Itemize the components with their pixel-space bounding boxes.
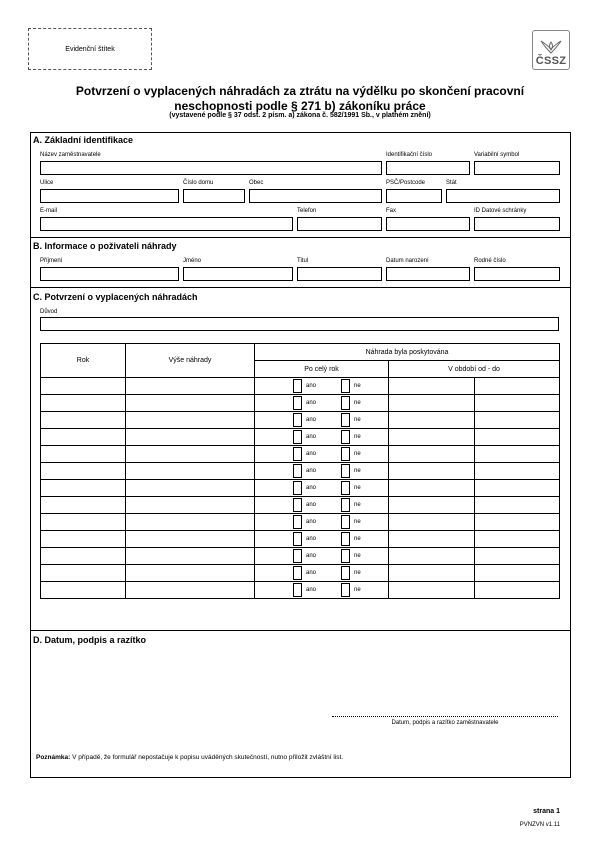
cell-vyse[interactable] [126,497,255,514]
ne-label: ne [354,468,361,474]
cell-od[interactable] [389,548,475,565]
ano-label: ano [306,383,317,389]
ne-checkbox[interactable] [341,532,350,546]
header-obdobi: V období od - do [389,361,560,378]
ne-checkbox[interactable] [341,447,350,461]
nahrady-table [40,343,560,599]
cell-od[interactable] [389,582,475,599]
label-titul: Titul [297,258,309,264]
section-a-title: A. Základní identifikace [33,135,134,145]
ano-label: ano [306,451,317,457]
signature-line [332,716,558,717]
ne-checkbox[interactable] [341,583,350,597]
cell-do[interactable] [475,565,560,582]
label-datum-narozeni: Datum narození [386,258,429,264]
ne-label: ne [354,519,361,525]
cell-po-cely-rok [255,446,389,463]
cell-rok[interactable] [41,378,126,395]
ne-label: ne [354,570,361,576]
cell-do[interactable] [475,378,560,395]
note-text: V případě, že formulář nepostačuje k popisu uváděných skutečností, nutno přiložit zvláštní list. [70,754,344,761]
cell-rok[interactable] [41,514,126,531]
table-row [41,429,560,446]
label-prijmeni: Příjmení [40,258,63,264]
table-row [41,514,560,531]
ano-checkbox[interactable] [293,481,302,495]
table-row [41,463,560,480]
ulice-field[interactable] [40,189,179,203]
ne-label: ne [354,400,361,406]
datum-narozeni-field[interactable] [386,267,470,281]
cell-do[interactable] [475,531,560,548]
prijmeni-field[interactable] [40,267,179,281]
ico-field[interactable] [386,161,470,175]
cell-po-cely-rok [255,565,389,582]
table-row [41,480,560,497]
ne-checkbox[interactable] [341,430,350,444]
cell-vyse[interactable] [126,582,255,599]
label-jmeno: Jméno [183,258,202,264]
label-cislo-domu: Číslo domu [183,180,214,186]
table-row [41,497,560,514]
cell-do[interactable] [475,395,560,412]
table-row [41,582,560,599]
vs-field[interactable] [474,161,560,175]
ano-label: ano [306,417,317,423]
ano-label: ano [306,570,317,576]
cislo-domu-field[interactable] [183,189,245,203]
cell-vyse[interactable] [126,446,255,463]
ne-label: ne [354,383,361,389]
cell-rok[interactable] [41,395,126,412]
cell-po-cely-rok [255,531,389,548]
cell-od[interactable] [389,480,475,497]
ano-label: ano [306,502,317,508]
ano-checkbox[interactable] [293,498,302,512]
duvod-field[interactable] [40,317,559,331]
cell-po-cely-rok [255,463,389,480]
ne-checkbox[interactable] [341,396,350,410]
cell-do[interactable] [475,412,560,429]
cell-vyse[interactable] [126,531,255,548]
ne-checkbox[interactable] [341,549,350,563]
label-telefon: Telefon [297,208,317,214]
ne-checkbox[interactable] [341,481,350,495]
cell-od[interactable] [389,446,475,463]
cell-po-cely-rok [255,378,389,395]
ne-label: ne [354,587,361,593]
cell-od[interactable] [389,514,475,531]
cell-rok[interactable] [41,582,126,599]
email-field[interactable] [40,217,293,231]
table-row [41,446,560,463]
cell-od[interactable] [389,531,475,548]
label-rodne-cislo: Rodné číslo [474,258,506,264]
cell-po-cely-rok [255,514,389,531]
table-row [41,531,560,548]
cell-do[interactable] [475,497,560,514]
cell-rok[interactable] [41,480,126,497]
cell-od[interactable] [389,378,475,395]
psc-field[interactable] [386,189,442,203]
header-vyse: Výše náhrady [126,344,255,378]
ano-checkbox[interactable] [293,447,302,461]
telefon-field[interactable] [297,217,382,231]
ne-checkbox[interactable] [341,464,350,478]
cell-po-cely-rok [255,395,389,412]
obec-field[interactable] [249,189,382,203]
cell-rok[interactable] [41,446,126,463]
cell-rok[interactable] [41,463,126,480]
ano-label: ano [306,434,317,440]
title-line-1: Potvrzení o vyplacených náhradách za ztrátu na výdělku po skončení pracovní [75,84,525,98]
form-title [40,84,560,114]
section-b-title: B. Informace o poživateli náhrady [33,241,177,251]
ne-checkbox[interactable] [341,515,350,529]
cell-od[interactable] [389,565,475,582]
cell-po-cely-rok [255,429,389,446]
cell-vyse[interactable] [126,514,255,531]
cell-vyse[interactable] [126,429,255,446]
label-fax: Fax [386,208,397,214]
ano-checkbox[interactable] [293,396,302,410]
ne-label: ne [354,536,361,542]
jmeno-field[interactable] [183,267,293,281]
header-rok: Rok [41,344,126,378]
datova-schranka-field[interactable] [474,217,560,231]
label-ico: Identifikační číslo [386,152,433,158]
ne-checkbox[interactable] [341,379,350,393]
cell-rok[interactable] [41,548,126,565]
table-row [41,548,560,565]
ano-label: ano [306,468,317,474]
ne-checkbox[interactable] [341,498,350,512]
label-nazev: Název zaměstnavatele [40,152,101,158]
cell-od[interactable] [389,395,475,412]
cell-vyse[interactable] [126,395,255,412]
cell-vyse[interactable] [126,463,255,480]
label-psc: PSČ/Postcode [386,180,426,186]
stat-field[interactable] [446,189,560,203]
label-stat: Stát [446,180,457,186]
cell-po-cely-rok [255,497,389,514]
ano-checkbox[interactable] [293,464,302,478]
ne-label: ne [354,553,361,559]
cell-rok[interactable] [41,412,126,429]
header-poskytovana: Náhrada byla poskytována [255,344,560,361]
ne-label: ne [354,502,361,508]
ano-checkbox[interactable] [293,532,302,546]
section-c-title: C. Potvrzení o vyplacených náhradách [33,292,198,302]
fax-field[interactable] [386,217,470,231]
table-body [41,378,560,599]
cell-do[interactable] [475,480,560,497]
cell-rok[interactable] [41,497,126,514]
nazev-field[interactable] [40,161,382,175]
ano-label: ano [306,400,317,406]
label-email: E-mail [40,208,58,214]
ne-label: ne [354,417,361,423]
ano-checkbox[interactable] [293,413,302,427]
divider-c-d [30,630,571,631]
cell-do[interactable] [475,514,560,531]
note [36,754,343,761]
ano-checkbox[interactable] [293,430,302,444]
ne-label: ne [354,485,361,491]
cell-vyse[interactable] [126,412,255,429]
table-row [41,395,560,412]
divider-b-c [30,287,571,288]
ano-checkbox[interactable] [293,379,302,393]
ne-label: ne [354,451,361,457]
cell-od[interactable] [389,463,475,480]
label-ulice: Ulice [40,180,54,186]
note-bold: Poznámka: [36,754,71,761]
ano-checkbox[interactable] [293,566,302,580]
label-obec: Obec [249,180,264,186]
label-datova-schranka: ID Datové schránky [474,208,527,214]
ne-checkbox[interactable] [341,566,350,580]
title-line-2: neschopnosti podle § 271 b) zákoníku práce [174,99,426,113]
rodne-cislo-field[interactable] [474,267,560,281]
cell-rok[interactable] [41,565,126,582]
logo-text: ČSSZ [535,55,567,67]
cssz-logo [532,30,570,70]
cssz-logo-icon [538,39,564,55]
cell-vyse[interactable] [126,565,255,582]
cell-od[interactable] [389,497,475,514]
table-row [41,565,560,582]
cell-po-cely-rok [255,412,389,429]
divider-a-b [30,237,571,238]
header-po-cely-rok: Po celý rok [255,361,389,378]
evidencni-stitek-box [28,28,152,70]
cell-rok[interactable] [41,429,126,446]
cell-vyse[interactable] [126,480,255,497]
cell-rok[interactable] [41,531,126,548]
ano-checkbox[interactable] [293,583,302,597]
label-vs: Variabilní symbol [474,152,520,158]
signature-label: Datum, podpis a razítko zaměstnavatele [391,720,499,726]
form-subtitle: (vystavené podle § 37 odst. 2 písm. a) zákona č. 582/1991 Sb., v platném znění) [169,112,431,119]
cell-po-cely-rok [255,480,389,497]
cell-do[interactable] [475,582,560,599]
cell-do[interactable] [475,429,560,446]
section-d-title: D. Datum, podpis a razítko [33,635,147,645]
table-row [41,378,560,395]
label-duvod: Důvod [40,309,58,315]
ne-checkbox[interactable] [341,413,350,427]
cell-do[interactable] [475,446,560,463]
ano-label: ano [306,587,317,593]
cell-vyse[interactable] [126,378,255,395]
cell-do[interactable] [475,548,560,565]
cell-po-cely-rok [255,548,389,565]
cell-od[interactable] [389,429,475,446]
ano-label: ano [306,485,317,491]
cell-po-cely-rok [255,582,389,599]
table-row [41,412,560,429]
ano-checkbox[interactable] [293,549,302,563]
form-version: PVNZVN v1.11 [519,822,560,828]
page-number: strana 1 [533,808,560,815]
titul-field[interactable] [297,267,382,281]
ne-label: ne [354,434,361,440]
ano-checkbox[interactable] [293,515,302,529]
cell-vyse[interactable] [126,548,255,565]
ano-label: ano [306,519,317,525]
stitek-label: Evidenční štítek [65,45,115,53]
cell-do[interactable] [475,463,560,480]
cell-od[interactable] [389,412,475,429]
ano-label: ano [306,536,317,542]
ano-label: ano [306,553,317,559]
